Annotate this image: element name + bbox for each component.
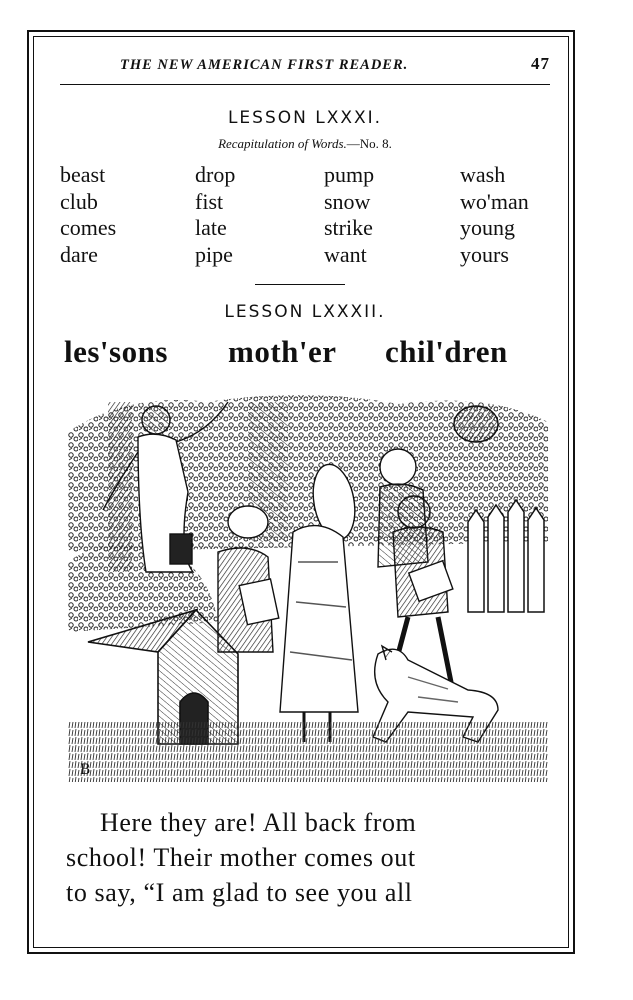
header-rule (60, 84, 550, 85)
word: late (195, 215, 227, 240)
word: club (60, 188, 98, 214)
vocab-word: moth'er (228, 334, 337, 369)
engraving-illustration (68, 392, 548, 782)
word: wo'man (460, 188, 529, 214)
word: yours (460, 241, 509, 267)
reading-line: to say, “I am glad to see you all (66, 878, 413, 907)
word-column-2 (195, 162, 235, 268)
word: drop (195, 162, 236, 187)
word: want (324, 241, 367, 267)
subtitle-number: —No. 8. (346, 136, 392, 151)
word-column-1 (60, 162, 116, 268)
word: strike (324, 215, 373, 240)
artist-signature: B (80, 762, 91, 778)
word: pipe (195, 241, 233, 267)
word: comes (60, 215, 117, 240)
word-column-4 (460, 162, 529, 268)
word: wash (460, 162, 506, 187)
page-number: 47 (531, 54, 550, 73)
lesson-81-subtitle (60, 136, 550, 152)
running-head (60, 52, 550, 78)
word: snow (324, 188, 371, 214)
lesson-81-title: LESSON LXXXI. (227, 108, 383, 128)
vocabulary-line (60, 334, 550, 374)
lesson-divider (255, 284, 345, 285)
vocab-word: chil'dren (385, 334, 508, 369)
word: dare (60, 241, 98, 267)
word: beast (60, 162, 106, 187)
word-column-3 (324, 162, 374, 268)
reading-line: Here they are! All back from (100, 808, 417, 837)
vocab-word: les'sons (64, 334, 168, 369)
word: young (460, 215, 515, 240)
word: pump (324, 162, 375, 187)
subtitle-italic: Recapitulation of Words. (218, 136, 347, 151)
word: fist (195, 188, 224, 214)
lesson-82-title: LESSON LXXXII. (224, 302, 386, 322)
book-title: THE NEW AMERICAN FIRST READER. (120, 57, 409, 73)
word-list (60, 162, 550, 272)
reading-line: school! Their mother comes out (66, 843, 416, 872)
